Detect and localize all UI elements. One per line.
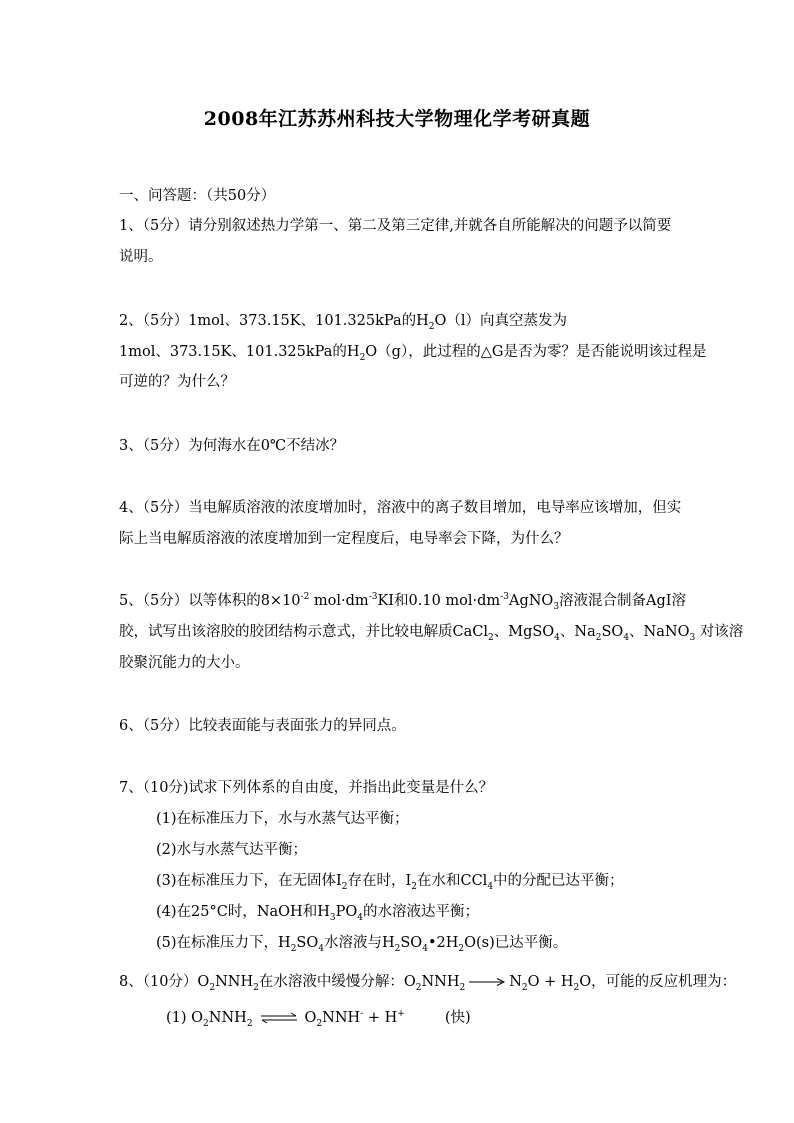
q7-sub4: (4)在25°C时，NaOH和$H_3PO_4$的水溶液达平衡； bbox=[156, 904, 479, 923]
q8-line1: 8、（10分）$O_2NNH_2$在水溶液中缓慢分解：$O_2NNH_2$ $N_2O + H_2O$，可能的反应机理为： bbox=[119, 974, 737, 993]
q2-line1: 2、（5分）1mol、373.15K、101.325kPa的$H_2O(l)$向真空蒸发为 bbox=[119, 313, 568, 332]
q7-sub1: (1)在标准压力下，水与水蒸气达平衡； bbox=[156, 811, 409, 827]
page-title: 2008年江苏苏州科技大学物理化学考研真题 bbox=[203, 108, 591, 130]
q1-line2: 说明。 bbox=[119, 249, 163, 265]
q2-line2: 1mol、373.15K、101.325kPa的$H_2O(g)$，此过程的△G是否为零？是否能说明该过程是 bbox=[119, 344, 707, 363]
q5-line1: 5、（5分）以等体积的$8\times 10^{-2}$ $mol\cdot dm^{-3}KI$和0.10 $mol\cdot dm^{-3}AgNO_3$溶液混合制备AgI溶 bbox=[119, 592, 687, 612]
q5-line2: 胶，试写出该溶胶的胶团结构示意式，并比较电解质CaCl$_2$、MgSO$_4$、$Na_2SO_4$、NaNO$_3$ 对该溶 bbox=[119, 624, 744, 643]
q4-line2: 际上当电解质溶液的浓度增加到一定程度后，电导率会下降，为什么？ bbox=[119, 531, 569, 547]
q6-line1: 6、（5分）比较表面能与表面张力的异同点。 bbox=[119, 718, 406, 734]
q7-sub5: (5)在标准压力下，$H_2SO_4$水溶液与$H_2SO_4•2H_2O(s)$已达平衡。 bbox=[156, 935, 568, 954]
q4-line1: 4、（5分）当电解质溶液的浓度增加时，溶液中的离子数目增加，电导率应该增加，但实 bbox=[119, 500, 682, 516]
q1-line1: 1、（5分）请分别叙述热力学第一、第二及第三定律,并就各自所能解决的问题予以简要 bbox=[119, 218, 672, 234]
q5-line3: 胶聚沉能力的大小。 bbox=[119, 655, 250, 671]
q2-line3: 可逆的？为什么？ bbox=[119, 374, 235, 390]
q8-mechanism-step1: (1) $O_2NNH_2$ $O_2NNH^- + H^+$ (快) bbox=[166, 1009, 471, 1029]
q3-line1: 3、（5分）为何海水在0℃不结冰？ bbox=[119, 438, 345, 454]
section-heading: 一、问答题：（共50分） bbox=[119, 188, 276, 204]
q7-line1: 7、（10分)试求下列体系的自由度，并指出此变量是什么？ bbox=[119, 780, 494, 796]
q7-sub2: (2)水与水蒸气达平衡； bbox=[156, 842, 308, 858]
equilibrium-arrow-icon bbox=[259, 1012, 299, 1024]
q8-step1-rate: (快) bbox=[444, 1010, 471, 1026]
q7-sub3: (3)在标准压力下，在无固体$I_2$存在时，$I_2$在水和CCl$_4$中的分配已达平衡； bbox=[156, 873, 624, 892]
reaction-arrow-icon bbox=[468, 977, 506, 987]
